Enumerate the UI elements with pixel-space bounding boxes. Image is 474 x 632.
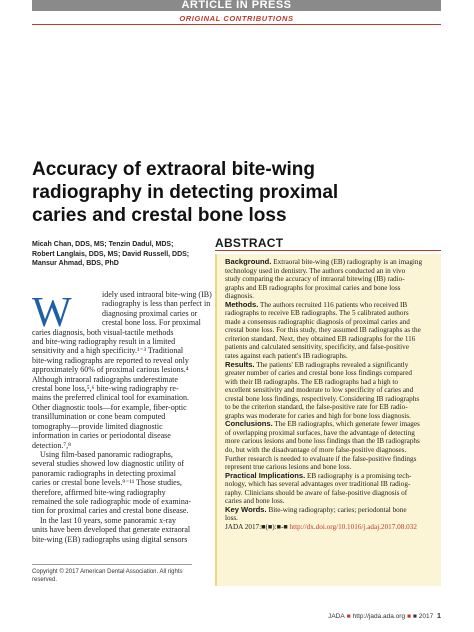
body-line: units have been developed that generate extraoral	[32, 525, 191, 535]
abstract-line: Further research is needed to evaluate if the false-positive findings	[225, 454, 417, 463]
body-line: panoramic radiographs in detecting proximal	[32, 468, 176, 478]
copyright-divider	[32, 564, 192, 565]
footer-journal: JADA	[328, 613, 345, 620]
abstract-line: caries and bone loss.	[225, 497, 285, 506]
abstract-line: of overlapping proximal surfaces, have the advantage of detecting	[225, 428, 415, 437]
abstract-heading: ABSTRACT	[215, 236, 284, 250]
page-footer	[290, 611, 441, 620]
abstract-line: more carious lesions and bone loss findings than the IB radiographs	[225, 437, 420, 446]
body-line: Other diagnostic tools—for example, fiber-optic	[32, 402, 187, 412]
body-line: radiography is less than perfect in	[102, 299, 211, 309]
title-line: Accuracy of extraoral bite-wing	[32, 159, 315, 180]
body-line: caries or crestal bone levels.⁹⁻¹¹ Those studies,	[32, 478, 182, 488]
article-in-press-banner: ARTICLE IN PRESS	[32, 0, 441, 11]
section-label: ORIGINAL CONTRIBUTIONS	[179, 14, 294, 23]
article-title	[32, 158, 452, 227]
abstract-line	[225, 301, 435, 310]
results-label: Results.	[225, 359, 255, 369]
abstract-line	[225, 472, 435, 481]
conclusions-label: Conclusions.	[225, 419, 273, 429]
body-line: detection.⁷,⁸	[32, 440, 71, 450]
author-line: Mansur Ahmad, BDS, PhD	[32, 260, 119, 267]
drop-cap: W	[32, 290, 72, 336]
abstract-text	[225, 258, 435, 532]
copyright-line: reserved.	[32, 577, 58, 583]
body-line: Using film-based panoramic radiographs,	[40, 449, 173, 459]
footer-month: ■ 2017	[413, 613, 434, 620]
abstract-line-text: The EB radiographs, which generate fewer images	[274, 420, 420, 429]
body-line: In the last 10 years, some panoramic x-ray	[40, 515, 176, 525]
abstract-line: nology, which has several advantages over traditional IB radiog-	[225, 480, 411, 489]
abstract-line-text: The authors recruited 116 patients who received IB	[260, 300, 408, 309]
abstract-line: to be the criterion standard, the false-positive rate for EB radio-	[225, 403, 408, 412]
body-line: approximately 60% of proximal carious lesions.⁴	[32, 365, 189, 375]
body-line: Although intraoral radiographs underestimate	[32, 374, 178, 384]
abstract-line	[225, 361, 435, 370]
footer-separator: ■	[407, 613, 411, 620]
body-line: therefore, affirmed bite-wing radiography	[32, 487, 166, 497]
body-line: tomography—provide limited diagnostic	[32, 421, 163, 431]
abstract-line: greater number of caries and crestal bone loss findings compared	[225, 369, 413, 378]
abstract-line: study comparing the accuracy of intraoral bitewing (IB) radio-	[225, 275, 405, 284]
abstract-box	[215, 254, 441, 586]
abstract-line: with their IB radiographs. The EB radiographs had a high to	[225, 377, 398, 386]
abstract-line: made a consensus radiographic diagnosis of proximal caries and	[225, 317, 410, 326]
body-line: mains the preferred clinical tool for examination.	[32, 393, 190, 403]
abstract-line: radiographs to receive EB radiographs. The 5 calibrated authors	[225, 309, 409, 318]
body-line: sensitivity and a high specificity.¹⁻³ Traditional	[32, 346, 184, 356]
citation-line	[225, 523, 435, 532]
abstract-line-text: The patients' EB radiographs revealed a significantly	[256, 360, 409, 369]
body-line: tion for proximal caries and crestal bone disease.	[32, 506, 189, 516]
author-list	[32, 240, 202, 269]
abstract-line	[225, 258, 435, 267]
abstract-line: crestal bone loss. For this study, they assumed IB radiographs as the	[225, 326, 421, 335]
doi-link[interactable]: http://dx.doi.org/10.1016/j.adaj.2017.08.032	[289, 522, 417, 531]
methods-label: Methods.	[225, 299, 259, 309]
abstract-line: graphs was moderate for caries and high for bone loss diagnosis.	[225, 411, 411, 420]
body-line: caries diagnosis, both visual-tactile methods	[32, 327, 174, 337]
body-line: bite-wing radiographs are reported to reveal only	[32, 355, 189, 365]
copyright-line: Copyright © 2017 American Dental Association. All rights	[32, 569, 183, 575]
abstract-line: technology used in dentistry. The authors conducted an in vivo	[225, 266, 406, 275]
abstract-line: patients and calculated sensitivity, specificity, and false-positive	[225, 343, 409, 352]
abstract-line: loss.	[225, 514, 238, 523]
abstract-divider	[215, 250, 441, 251]
citation-prefix: JADA 2017:■(■):■-■	[225, 522, 288, 531]
title-line: caries and crestal bone loss	[32, 205, 287, 226]
abstract-line: graphs and EB radiographs for proximal caries and bone loss	[225, 283, 401, 292]
body-line: idely used intraoral bite-wing (IB)	[102, 290, 212, 299]
page-number: 1	[436, 611, 441, 620]
body-line: diagnosing proximal caries or	[102, 308, 198, 318]
title-line: radiography in detecting proximal	[32, 182, 339, 203]
abstract-line-text: EB radiography is a promising tech-	[306, 471, 412, 480]
author-line: Robert Langlais, DDS, MS; David Russell, DDS;	[32, 250, 190, 258]
copyright-notice	[32, 568, 222, 584]
author-line: Micah Chan, DDS, MS; Tenzin Dadul, MDS;	[32, 241, 174, 248]
abstract-line	[225, 420, 435, 429]
key-words-label: Key Words.	[225, 504, 267, 514]
body-line: bite-wing (EB) radiographs using digital sensors	[32, 534, 188, 544]
body-text-column	[32, 290, 212, 544]
abstract-line: raphy. Clinicians should be aware of false-positive diagnosis of	[225, 488, 408, 497]
abstract-line: criterion standard. Next, they obtained EB radiographs for the 116	[225, 334, 416, 343]
body-line: several studies showed low diagnostic utility of	[32, 459, 184, 469]
abstract-line: do, but with the disadvantage of more false-positive diagnoses.	[225, 446, 407, 455]
footer-journal-link[interactable]: http://jada.ada.org	[352, 613, 406, 620]
body-line: and bite-wing radiography result in a limited	[32, 337, 176, 347]
abstract-line-text: Extraoral bite-wing (EB) radiography is an imaging	[273, 258, 423, 266]
abstract-line: represent true carious lesions and bone loss.	[225, 463, 352, 472]
body-line: crestal bone loss. For proximal	[102, 318, 201, 328]
abstract-line: rates against each patient's IB radiographs.	[225, 352, 348, 361]
practical-implications-label: Practical Implications.	[225, 470, 306, 480]
background-label: Background.	[225, 257, 272, 266]
body-line: remained the sole radiographic mode of examina-	[32, 496, 192, 506]
body-line: transillumination or cone beam computed	[32, 412, 166, 422]
body-line: crestal bone loss,⁵,⁶ bite-wing radiography re-	[32, 384, 179, 394]
section-divider	[32, 24, 441, 25]
abstract-line	[225, 506, 435, 515]
abstract-line: diagnosis.	[225, 292, 254, 301]
abstract-line: excellent sensitivity and moderate to low specificity of caries and	[225, 386, 414, 395]
body-line: information in caries or periodontal disease	[32, 431, 171, 441]
footer-separator: ■	[346, 613, 351, 620]
abstract-line: crestal bone loss findings, respectively. Considering IB radiographs	[225, 394, 420, 403]
abstract-line-text: Bite-wing radiography; caries; periodontal bone	[268, 505, 407, 514]
